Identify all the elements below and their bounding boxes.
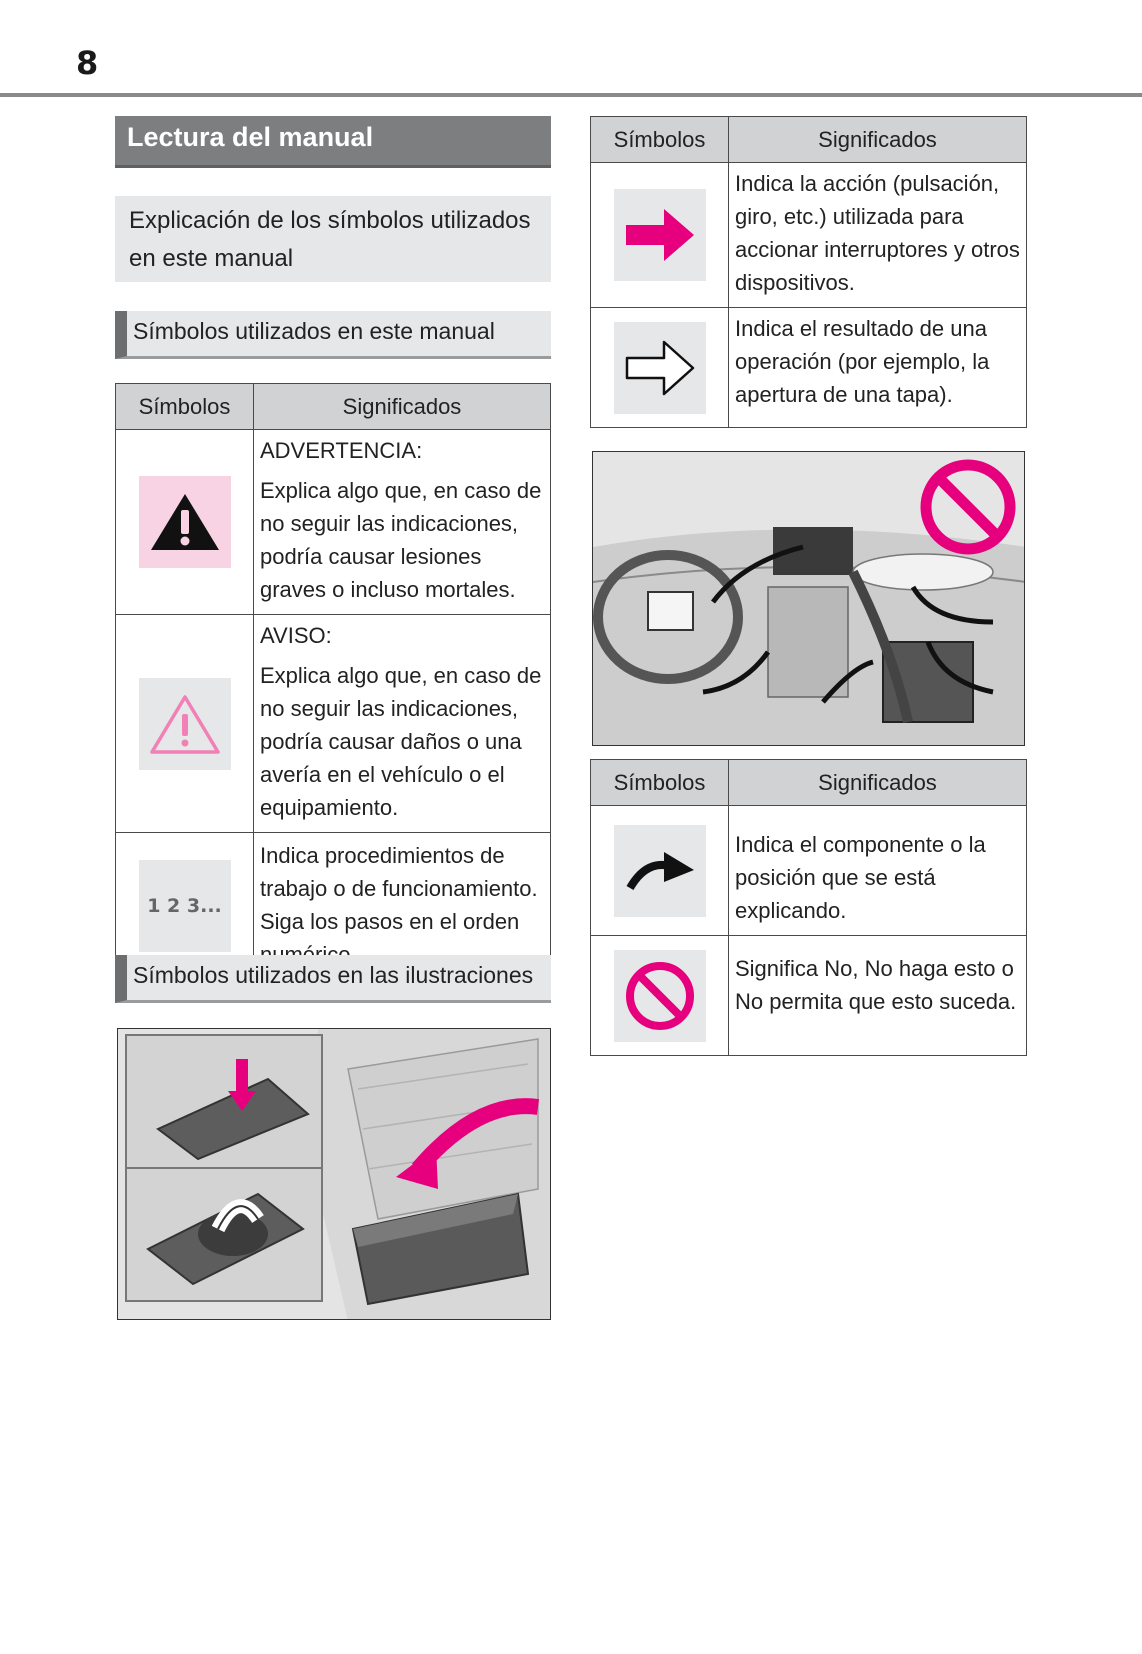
caution-triangle-outline-icon: [139, 678, 231, 770]
caution-text: Explica algo que, en caso de no seguir las indicaciones, podría causar daños o una avería en el vehículo o el equipamiento.: [260, 663, 542, 820]
table-row: [116, 430, 551, 615]
steps-icon: [139, 860, 231, 952]
col-meanings-header: Significados: [729, 760, 1027, 806]
caution-label: AVISO:: [260, 623, 332, 648]
subsection-title: Explicación de los símbolos utilizados en este manual: [115, 196, 551, 282]
page-number: 8: [76, 44, 99, 82]
action-arrow-text: Indica la acción (pulsación, giro, etc.) utilizada para accionar interruptores y otros dispositivos.: [735, 171, 1020, 295]
table-row: [116, 615, 551, 833]
col-symbols-header: Símbolos: [591, 117, 729, 163]
table-row: [591, 308, 1027, 428]
action-symbols-table: [590, 116, 1027, 428]
section-title: Lectura del manual: [115, 116, 551, 168]
prohibited-icon: [614, 950, 706, 1042]
manual-symbols-table: [115, 383, 551, 980]
action-arrow-icon: [614, 189, 706, 281]
col-meanings-header: Significados: [729, 117, 1027, 163]
table-row: [591, 936, 1027, 1056]
armrest-illustration: [117, 1028, 551, 1320]
illustration-symbols-table: [590, 759, 1027, 1056]
component-arrow-icon: [614, 825, 706, 917]
table-row: [591, 806, 1027, 936]
manual-symbols-heading: Símbolos utilizados en este manual: [115, 311, 551, 359]
prohibited-text: Significa No, No haga esto o No permita que esto suceda.: [735, 956, 1017, 1014]
warning-label: ADVERTENCIA:: [260, 438, 423, 463]
col-meanings-header: Significados: [254, 384, 551, 430]
illustration-symbols-heading: Símbolos utilizados en las ilustraciones: [115, 955, 551, 1003]
result-arrow-text: Indica el resultado de una operación (por ejemplo, la apertura de una tapa).: [735, 316, 990, 407]
steps-icon-text: 1 2 3...: [147, 895, 222, 917]
table-row: [591, 163, 1027, 308]
component-arrow-text: Indica el componente o la posición que se está explicando.: [735, 832, 986, 923]
col-symbols-header: Símbolos: [591, 760, 729, 806]
result-arrow-icon: [614, 322, 706, 414]
col-symbols-header: Símbolos: [116, 384, 254, 430]
dashboard-illustration: [592, 451, 1025, 746]
header-rule: [0, 93, 1142, 97]
warning-text: Explica algo que, en caso de no seguir las indicaciones, podría causar lesiones graves o incluso mortales.: [260, 478, 542, 602]
warning-triangle-icon: [139, 476, 231, 568]
steps-text: Indica procedimientos de trabajo o de funcionamiento. Siga los pasos en el orden: [260, 843, 538, 934]
